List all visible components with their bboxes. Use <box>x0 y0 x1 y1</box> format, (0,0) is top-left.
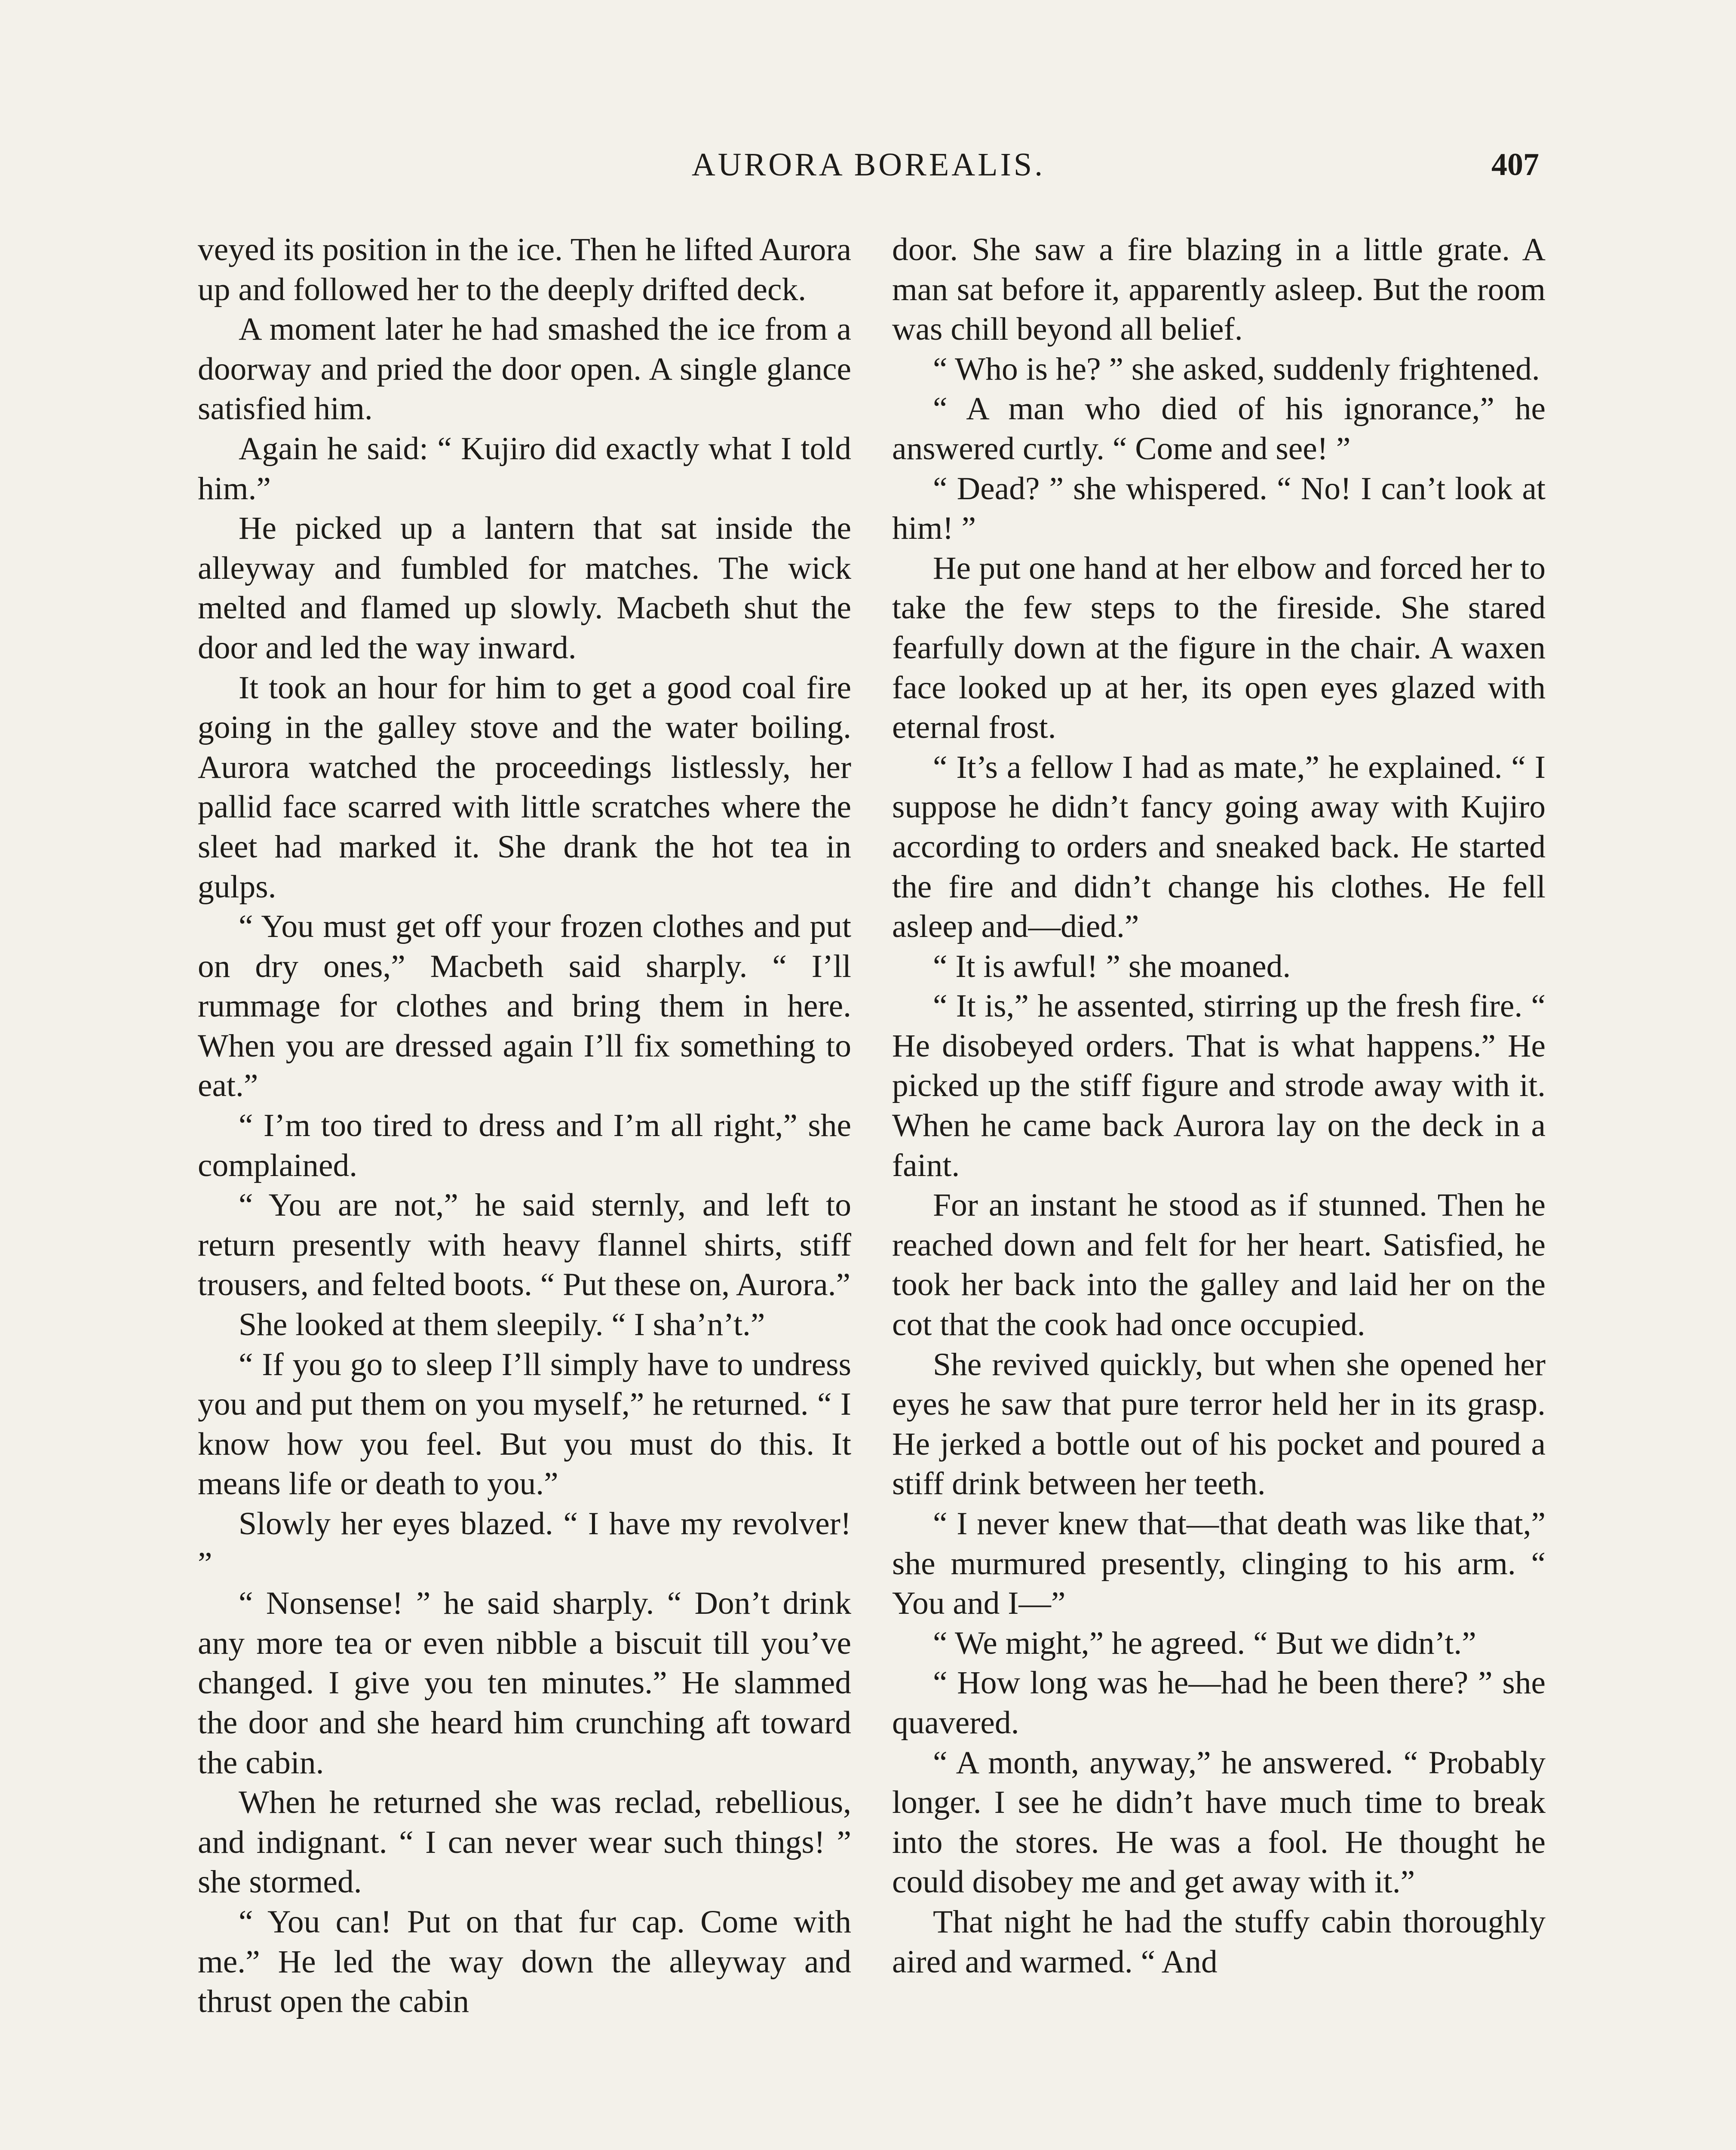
paragraph: For an instant he stood as if stunned. Then he reached down and felt for her heart. Satisfied, he took her back into the galley and laid her on the cot that the cook had once occupied. <box>892 1187 1546 1343</box>
paragraph: “ Who is he? ” she asked, suddenly frightened. <box>933 351 1540 387</box>
paragraph: “ You must get off your frozen clothes and put on dry ones,” Macbeth said sharply. “ I’ll rummage for clothes and bring them in here. When you are dressed again I’ll fix something to eat.” <box>198 909 851 1104</box>
paragraph: She revived quickly, but when she opened her eyes he saw that pure terror held her in its grasp. He jerked a bottle out of his pocket and poured a stiff drink between her teeth. <box>892 1346 1546 1502</box>
paragraph: “ Nonsense! ” he said sharply. “ Don’t drink any more tea or even nibble a biscuit till you’ve changed. I give you ten minutes.” He slammed the door and she heard him crunching aft toward the cabin. <box>198 1585 851 1781</box>
paragraph: He picked up a lantern that sat inside the alleyway and fumbled for matches. The wick melted and flamed up slowly. Macbeth shut the door and led the way inward. <box>198 510 851 666</box>
page-header <box>198 137 1539 193</box>
page-number: 407 <box>1491 147 1539 182</box>
paragraph: veyed its position in the ice. Then he lifted Aurora up and followed her to the deeply drifted deck. <box>198 232 851 307</box>
paragraph: “ How long was he—had he been there? ” she quavered. <box>892 1665 1546 1741</box>
paragraph: That night he had the stuffy cabin thoroughly aired and warmed. “ And <box>892 1904 1546 1980</box>
paragraph: “ You can! Put on that fur cap. Come with me.” He led the way down the alleyway and thrust open the cabin <box>198 1904 851 2020</box>
left-column <box>198 230 851 2022</box>
paragraph: “ A month, anyway,” he answered. “ Probably longer. I see he didn’t have much time to break into the stores. He was a fool. He thought he could disobey me and get away with it.” <box>892 1745 1546 1900</box>
paragraph: “ If you go to sleep I’ll simply have to undress you and put them on you myself,” he returned. “ I know how you feel. But you must do this. It means life or death to you.” <box>198 1346 851 1502</box>
right-column <box>892 230 1546 1982</box>
paragraph: “ A man who died of his ignorance,” he answered curtly. “ Come and see! ” <box>892 391 1546 467</box>
paragraph: “ I never knew that—that death was like that,” she murmured presently, clinging to his arm. “ You and I—” <box>892 1506 1546 1622</box>
paragraph: door. She saw a fire blazing in a little grate. A man sat before it, apparently asleep. But the room was chill beyond all belief. <box>892 232 1546 347</box>
paragraph: It took an hour for him to get a good coal fire going in the galley stove and the water boiling. Aurora watched the proceedings listlessly, her pallid face scarred with little scratches where the sleet had marked it. She drank the hot tea in gulps. <box>198 670 851 905</box>
paragraph: Slowly her eyes blazed. “ I have my revolver! ” <box>198 1506 851 1582</box>
paragraph: He put one hand at her elbow and forced her to take the few steps to the fireside. She stared fearfully down at the figure in the chair. A waxen face looked up at her, its open eyes glazed with eternal frost. <box>892 550 1546 746</box>
running-title: AURORA BOREALIS. <box>691 147 1046 183</box>
paragraph: “ You are not,” he said sternly, and left to return presently with heavy flannel shirts, stiff trousers, and felted boots. “ Put these on, Aurora.” <box>198 1187 851 1303</box>
paragraph: “ It’s a fellow I had as mate,” he explained. “ I suppose he didn’t fancy going away with Kujiro according to orders and sneaked back. He started the fire and didn’t change his clothes. He fell asleep and—died.” <box>892 749 1546 945</box>
paragraph: “ Dead? ” she whispered. “ No! I can’t look at him! ” <box>892 470 1546 547</box>
paragraph: “ I’m too tired to dress and I’m all right,” she complained. <box>198 1108 851 1183</box>
paragraph: “ It is awful! ” she moaned. <box>933 948 1291 984</box>
paragraph: “ It is,” he assented, stirring up the fresh fire. “ He disobeyed orders. That is what happens.” He picked up the stiff figure and strode away with it. When he came back Aurora lay on the deck in a faint. <box>892 988 1546 1183</box>
paragraph: A moment later he had smashed the ice from a doorway and pried the door open. A single glance satisfied him. <box>198 311 851 427</box>
paragraph: “ We might,” he agreed. “ But we didn’t.” <box>933 1625 1476 1661</box>
paragraph: Again he said: “ Kujiro did exactly what I told him.” <box>198 430 851 507</box>
paragraph: She looked at them sleepily. “ I sha’n’t.” <box>239 1307 765 1343</box>
paragraph: When he returned she was reclad, rebellious, and indignant. “ I can never wear such things! ” she stormed. <box>198 1784 851 1900</box>
